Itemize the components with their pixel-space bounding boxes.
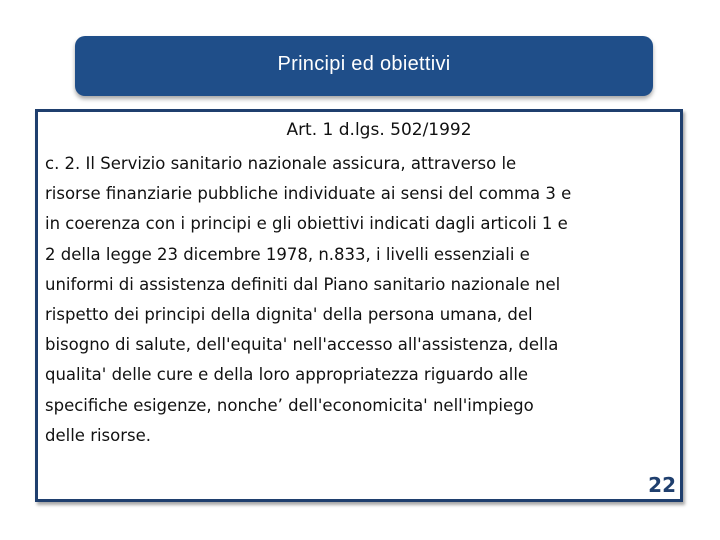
article-heading: Art. 1 d.lgs. 502/1992 <box>286 120 472 140</box>
article-body-text: c. 2. Il Servizio sanitario nazionale assicura, attraverso le risorse finanziarie pubbliche individuate ai sensi del comma 3 e in coerenza con i principi e gli obiettivi indicati dagli articoli 1 e 2 della legge 23 dicembre 1978, n.833, i livelli essenziali e uniformi di assistenza definiti dal Piano sanitario nazionale nel rispetto dei principi della dignita' della persona umana, del bisogno di salute, dell'equita' nell'accesso all'assistenza, della qualita' delle cure e della loro appropriatezza riguardo alle specifiche esigenze, nonche’ dell'economicita' nell'impiego delle risorse. <box>45 154 572 445</box>
page-number: 22 <box>648 473 676 497</box>
article-content-box <box>35 109 683 502</box>
slide-title-bar <box>75 36 653 96</box>
slide-title: Principi ed obiettivi <box>277 52 451 75</box>
